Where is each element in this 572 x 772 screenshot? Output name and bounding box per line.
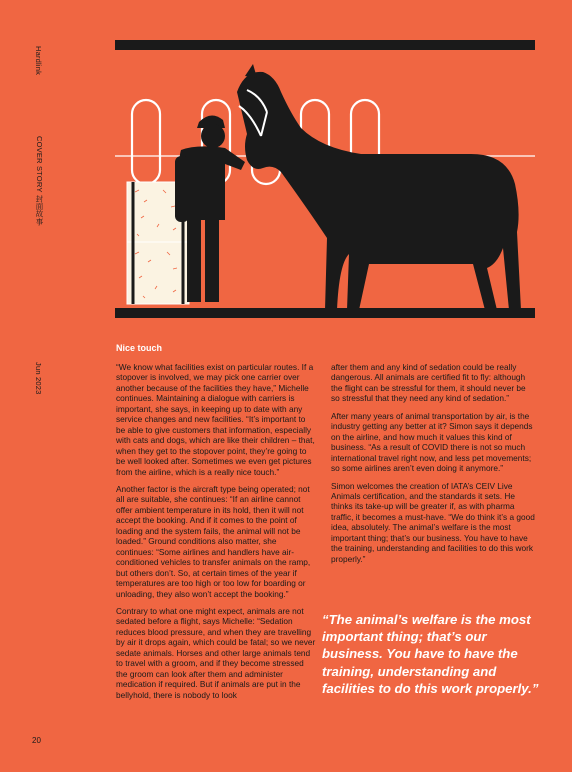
publication-name: Hardlink xyxy=(34,46,43,76)
article-right-column xyxy=(331,362,536,571)
bottom-bar xyxy=(115,308,535,318)
paragraph: “We know what facilities exist on particular routes. If a stopover is involved, we may pick one carrier over another because of the facilities they have,” Michelle continues. Maintaining a dialogue with carriers is important, she says, in keeping up to date with any service changes and new facilities. “It’s important to be able to give customers that information, especially with cats and dogs, which are like their children – that, when they get to the stopover point, they’re going to be well looked after. Sometimes we even get pictures from the airline, which is a really nice touch.” xyxy=(116,362,315,477)
paragraph: Simon welcomes the creation of IATA’s CEIV Live Animals certification, and the standards it sets. He thinks its take-up will be greater if, as with pharma traffic, it becomes a must-have. “We do think it’s a good idea, absolutely. The animal’s welfare is the most important thing; that’s our business. You have to have the training, understanding and facilities to do this work properly.” xyxy=(331,480,535,564)
section-label: COVER STORY 封面故事 xyxy=(35,136,44,226)
horse-icon xyxy=(237,64,521,310)
paragraph: After many years of animal transportation by air, is the industry getting any better at it? Simon says it depends on the airline, and how much it values this kind of business. “As a result of COVID there is not so much international travel right now, and less pet movements; so some airlines aren’t even doing it anymore.” xyxy=(331,410,533,474)
page-number: 20 xyxy=(32,736,41,745)
section-heading: Nice touch xyxy=(116,343,163,353)
issue-date: Jun 2023 xyxy=(34,362,43,395)
cover-illustration xyxy=(115,40,535,320)
paragraph: Another factor is the aircraft type being operated; not all are suitable, she continues: “If an airline cannot offer ambient temperature in its hold, then it will not accept the booking. And if it comes to the point of loading and the system fails, the animal will not be loaded.” Ground conditions also matter, she continues: “Some airlines and handlers have air-conditioned vehicles to transfer animals on the ramp, but others don’t. So, at certain times of the year if temperatures are too high or too low for boarding or unloading, they also won’t accept the booking.” xyxy=(116,483,311,599)
top-bar xyxy=(115,40,535,50)
article-left-column xyxy=(116,362,316,707)
pull-quote: “The animal’s welfare is the most important thing; that’s our business. You have to have the training, understanding and facilities to do this work properly.” xyxy=(322,612,539,696)
paragraph: after them and any kind of sedation could be really dangerous. All animals are certified fit to fly: although the flight can be stressful for them, it should never be so stressful that they need any kind of sedation.” xyxy=(331,362,526,404)
paragraph: Contrary to what one might expect, animals are not sedated before a flight, says Michelle: “Sedation reduces blood pressure, and when they are travelling by air it drops again, which could be fatal; so we never sedate animals. Horses and other large animals tend to travel with a groom, and if they become stressed the groom can look after them and administer medication if required. But if animals are put in the bellyhold, there is nobody to look xyxy=(116,605,316,700)
